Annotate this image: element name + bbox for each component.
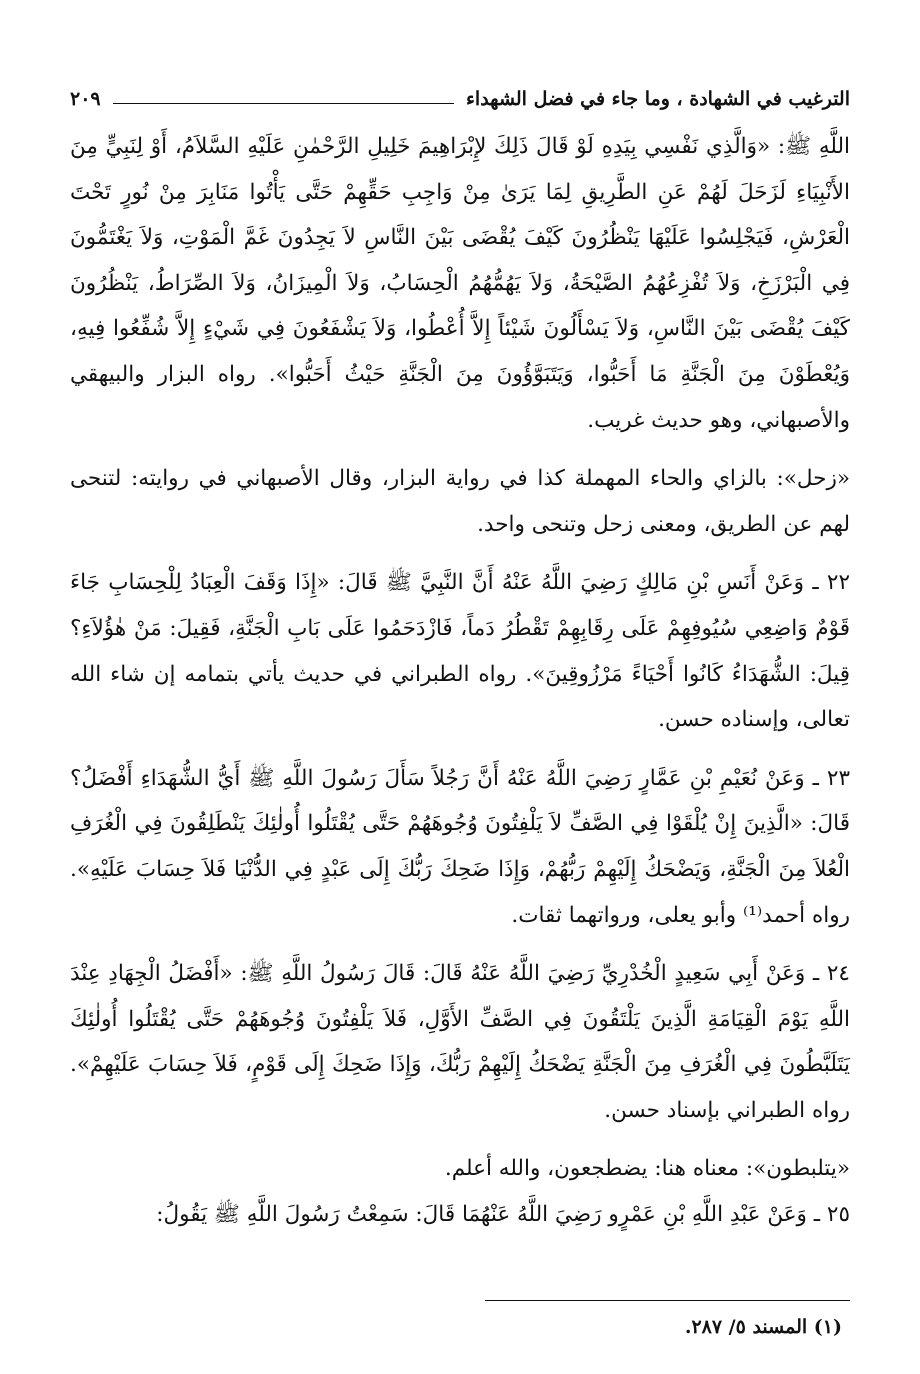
text-line: «زحل»: بالزاي والحاء المهملة كذا في رواية البزار، وقال الأصبهاني في روايته: <box>130 466 850 492</box>
explanation-yatalabbatun <box>70 1146 850 1192</box>
text-line: ٢٤ ـ وَعَنْ أَبِي سَعِيدٍ الْخُدْرِيِّ رَضِيَ اللَّهُ عَنْهُ قَالَ: قَالَ رَسُولُ اللَّهِ ﷺ: «أَفْضَلُ الْجِهَادِ <box>108 961 850 987</box>
hadith-21-continuation <box>70 124 850 443</box>
text-line: ٢٣ ـ وَعَنْ نُعَيْمِ بْنِ عَمَّارٍ رَضِيَ اللَّهُ عَنْهُ أَنَّ رَجُلاً سَأَلَ رَسُولَ اللَّهِ ﷺ أَيُّ الشُّهَدَاءِ <box>140 765 850 791</box>
header-rule <box>113 103 454 104</box>
text-line: ٢٥ ـ وَعَنْ عَبْدِ اللَّهِ بْنِ عَمْرٍو رَضِيَ اللَّهُ عَنْهُمَا قَالَ: سَمِعْتُ رَسُولَ اللَّهِ ﷺ يَقُولُ: <box>156 1202 850 1228</box>
explanation-zahal <box>70 456 850 547</box>
text-line: الأَنْبِيَاءِ لَزَحَلَ لَهُمْ عَنِ الطَّرِيقِ لِمَا يَرَىٰ مِنْ وَاجِبِ حَقِّهِمْ حَتَّى يَأْتُوا مَنَابِرَ مِنْ نُورٍ تَحْتَ <box>70 179 850 205</box>
text-line: الْغُرَفِ الْعُلاَ مِنَ الْجَنَّةِ، وَيَضْحَكُ إِلَيْهِمْ رَبُّهُمْ، وَإِذَا ضَحِكَ رَبُّكَ إِلَى عَبْدٍ فِي الدُّنْيَا فَلاَ <box>70 811 850 882</box>
footnote: (١) المسند ٥/ ٢٨٧. <box>684 1316 842 1338</box>
text-line: حِسَابَ عَلَيْهِ». رواه أحمد⁽¹⁾ وأبو يعلى، ورواتهما ثقات. <box>70 856 850 928</box>
page-number: ٢٠٩ <box>70 88 101 110</box>
text-line: عَلَيْهِمْ». رواه الطبراني بإسناد حسن. <box>70 1052 850 1123</box>
text-line: «يتلبطون»: معناه هنا: يضطجعون، والله أعلم. <box>444 1156 850 1182</box>
text-line: وَيُعْطَوْنَ مِنَ الْجَنَّةِ مَا أَحَبُّوا، وَيَتَبَوَّؤُونَ مِنَ الْجَنَّةِ حَيْثُ أَحَبُّوا». رواه البزار والبيهقي <box>70 361 850 387</box>
text-line: اللَّهِ ﷺ: «وَالَّذِي نَفْسِي بِيَدِهِ لَوْ قَالَ ذَلِكَ لإِبْرَاهِيمَ خَلِيلِ الرَّحْمٰنِ عَلَيْهِ السَّلاَمُ، أَوْ لِنَبِيٍّ مِنَ <box>70 134 850 159</box>
text-line: ٢٢ ـ وَعَنْ أَنَسِ بْنِ مَالِكٍ رَضِيَ اللَّهُ عَنْهُ أَنَّ النَّبِيَّ ﷺ قَالَ: «إِذَا وَقَفَ الْعِبَادُ لِلْحِسَابِ <box>108 570 851 596</box>
text-line: يَتَلَبَّطُونَ فِي الْغُرَفِ مِنَ الْجَنَّةِ يَضْحَكُ إِلَيْهِمْ رَبُّكَ، وَإِذَا ضَحِكَ إِلَى قَوْمٍ، فَلاَ حِسَابَ <box>148 1052 850 1078</box>
hadith-23 <box>70 756 850 938</box>
text-line: فِي الْبَرْزَخِ، وَلاَ تُفْزِعُهُمُ الصَّيْحَةُ، وَلاَ يَهُمُّهُمُ الْحِسَابُ، وَلاَ الْمِيزَانُ، وَلاَ الصِّرَاطُ، يَنْظُرُونَ <box>70 270 850 296</box>
text-line: أَفْضَلُ؟ قَالَ: «الَّذِينَ إِنْ يُلْقَوْا فِي الصَّفِّ لاَ يَلْفِتُونَ وُجُوهَهُمْ حَتَّى يُقْتَلُوا أُولٰئِكَ يَنْطَلِقُونَ فِي <box>70 765 850 837</box>
text-line: الله تعالى، وإسناده حسن. <box>70 661 850 733</box>
running-title: الترغيب في الشهادة ، وما جاء في فضل الشهداء <box>466 88 850 110</box>
text-line: هٰؤُلاَءِ؟ قِيلَ: الشُّهَدَاءُ كَانُوا أَحْيَاءً مَرْزُوقِينَ». رواه الطبراني في حديث يأتي بتمامه إن شاء <box>70 615 850 687</box>
running-header <box>70 84 850 114</box>
text-line: عِنْدَ اللَّهِ يَوْمَ الْقِيَامَةِ الَّذِينَ يَلْتَقُونَ فِي الصَّفِّ الأَوَّلِ، فَلاَ يَلْفِتُونَ وُجُوهَهُمْ حَتَّى يُقْتَلُوا أُولٰئِكَ <box>70 961 850 1032</box>
hadith-24 <box>70 951 850 1133</box>
hadith-25 <box>70 1192 850 1238</box>
text-line: جَاءَ قَوْمٌ وَاضِعِي سُيُوفِهِمْ عَلَى رِقَابِهِمْ تَقْطُرُ دَماً، فَازْدَحَمُوا عَلَى بَابِ الْجَنَّةِ، فَقِيلَ: مَنْ <box>70 570 850 641</box>
text-line: لتنحى لهم عن الطريق، ومعنى زحل وتنحى واحد. <box>70 466 850 537</box>
text-line: الْعَرْشِ، فَيَجْلِسُوا عَلَيْهَا يَنْظُرُونَ كَيْفَ يُقْضَى بَيْنَ النَّاسِ لاَ يَجِدُونَ غَمَّ الْمَوْتِ، وَلاَ يَغْتَمُّونَ <box>70 225 850 251</box>
text-line: كَيْفَ يُقْضَى بَيْنَ النَّاسِ، وَلاَ يَسْأَلُونَ شَيْئاً إِلاَّ أُعْطُوا، وَلاَ يَشْفَعُونَ فِي شَيْءٍ إِلاَّ شُفِّعُوا فِيهِ، <box>70 316 850 342</box>
footnote-rule <box>485 1300 850 1301</box>
hadith-22 <box>70 560 850 742</box>
text-line: والأصبهاني، وهو حديث غريب. <box>587 407 850 433</box>
page-body <box>70 124 850 1238</box>
